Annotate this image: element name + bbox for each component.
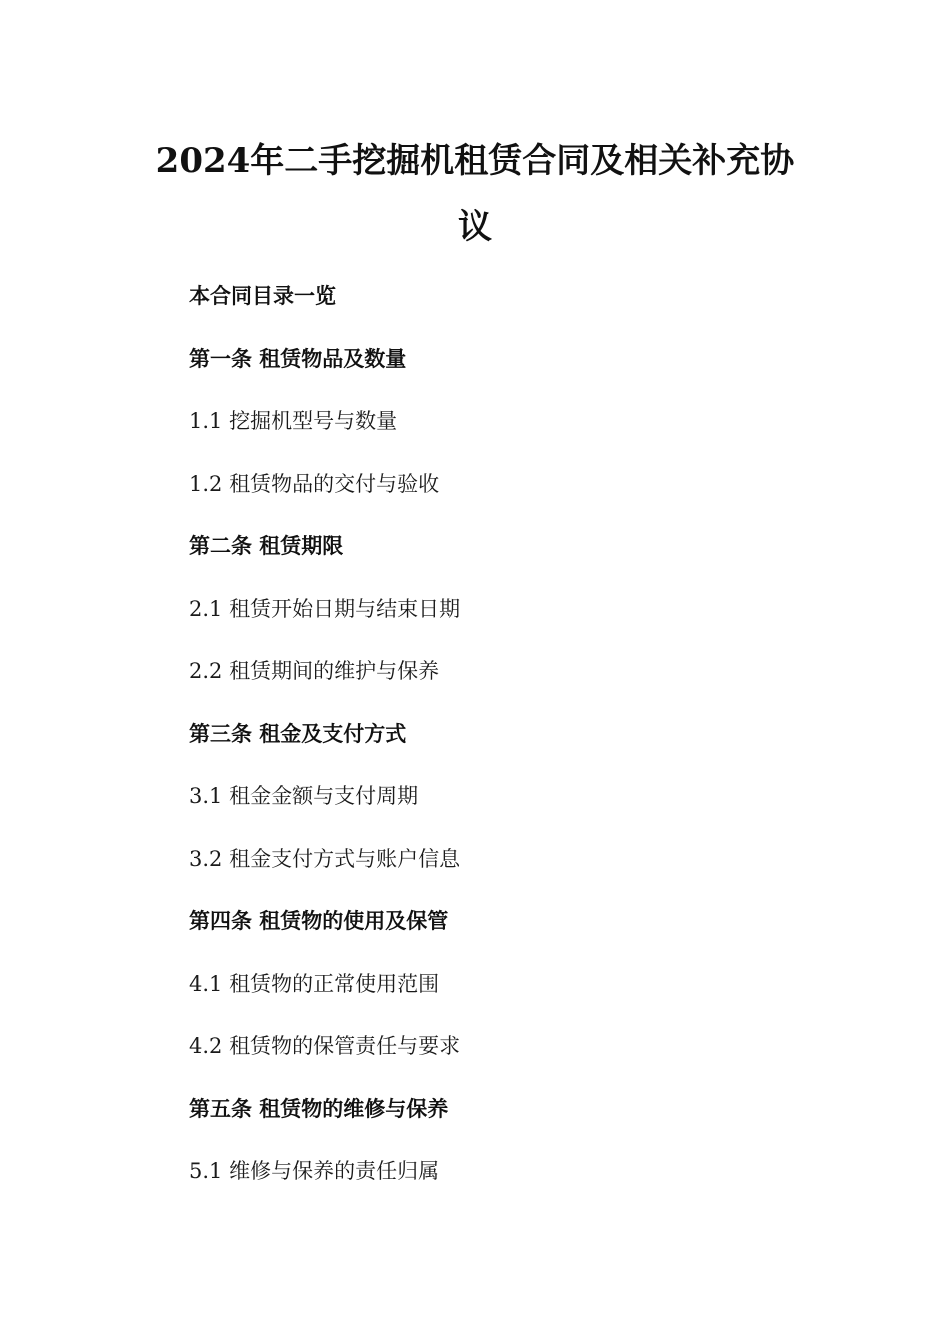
- toc-heading: 第二条 租赁期限: [189, 533, 344, 558]
- toc-item: 4.1 租赁物的正常使用范围: [189, 971, 440, 996]
- toc-item: 1.2 租赁物品的交付与验收: [189, 471, 440, 496]
- toc-item: 2.1 租赁开始日期与结束日期: [189, 596, 461, 621]
- toc-item: 3.1 租金金额与支付周期: [189, 784, 419, 808]
- document-title: 2024年二手挖掘机租赁合同及相关补充协议: [155, 141, 795, 247]
- toc-item: 3.2 租金支付方式与账户信息: [189, 846, 461, 871]
- toc-heading: 第三条 租金及支付方式: [189, 720, 407, 746]
- toc-heading: 本合同目录一览: [189, 283, 336, 308]
- toc-heading: 第四条 租赁物的使用及保管: [189, 908, 449, 933]
- toc-item: 5.1 维修与保养的责任归属: [189, 1159, 440, 1183]
- toc-item: 4.2 租赁物的保管责任与要求: [189, 1034, 461, 1058]
- toc-item: 1.1 挖掘机型号与数量: [189, 409, 398, 433]
- toc-heading: 第五条 租赁物的维修与保养: [189, 1095, 449, 1121]
- toc-item: 2.2 租赁期间的维护与保养: [189, 659, 440, 683]
- table-of-contents: [189, 280, 829, 1218]
- toc-heading: 第一条 租赁物品及数量: [189, 345, 407, 371]
